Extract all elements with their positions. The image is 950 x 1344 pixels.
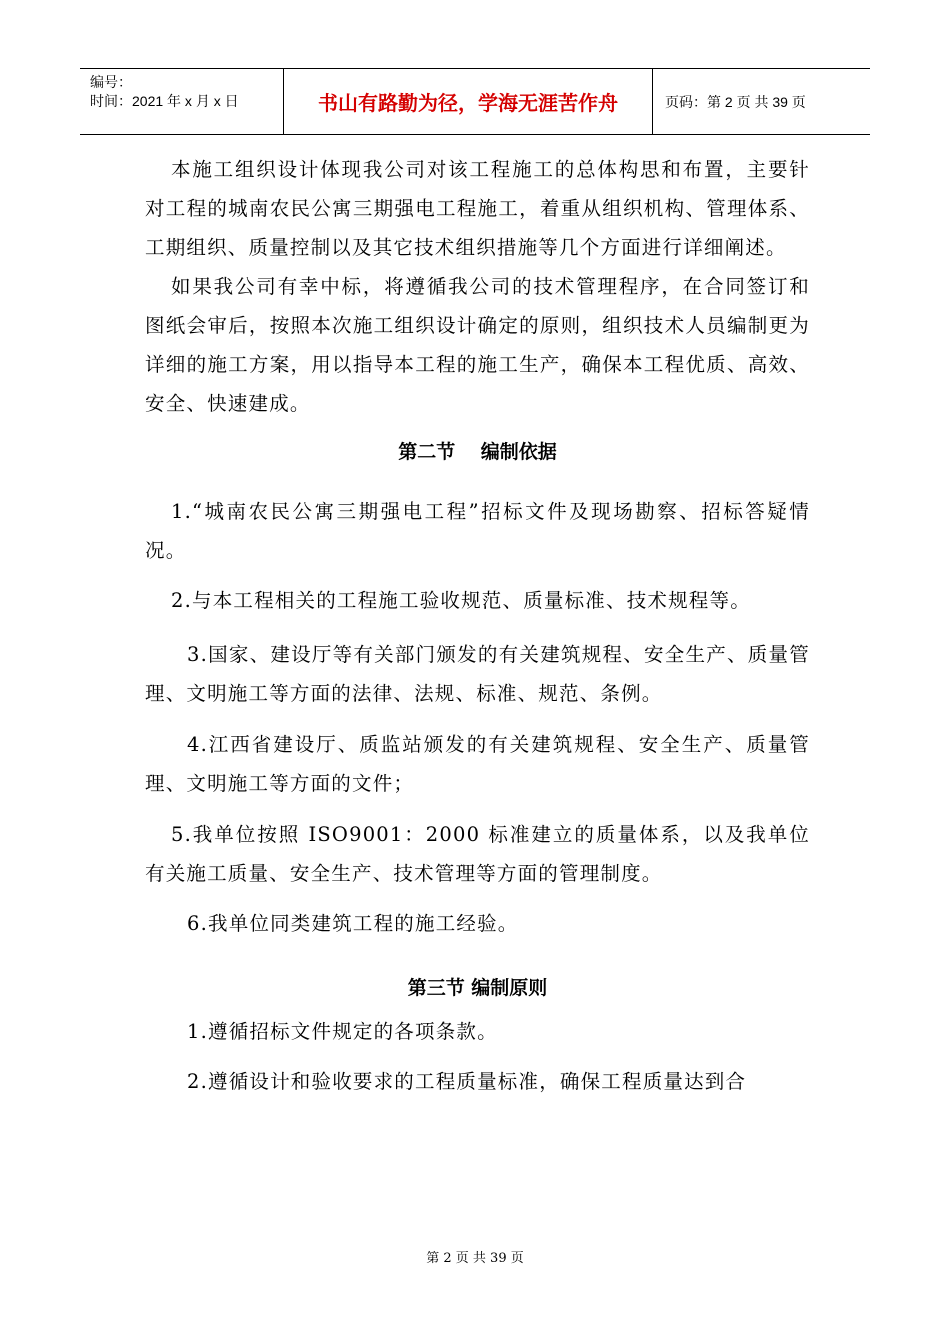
document-date: 时间：2021 年 x 月 x 日 xyxy=(90,93,239,109)
document-body xyxy=(145,150,810,1101)
body-paragraph-2: 如果我公司有幸中标，将遵循我公司的技术管理程序，在合同签订和图纸会审后，按照本次施工组织设计确定的原则，组织技术人员编制更为详细的施工方案，用以指导本工程的施工生产，确保本工程优质、高效、安全、快速建成。 xyxy=(145,275,810,415)
section-2-item-6: 6.我单位同类建筑工程的施工经验。 xyxy=(187,912,519,935)
section-2-item-3: 3.国家、建设厅等有关部门颁发的有关建筑规程、安全生产、质量管理、文明施工等方面的法律、法规、标准、规范、条例。 xyxy=(145,643,810,705)
header-page-info-cell xyxy=(653,69,870,134)
section-2-item-5: 5.我单位按照 ISO9001：2000 标准建立的质量体系，以及我单位有关施工质量、安全生产、技术管理等方面的管理制度。 xyxy=(145,823,810,885)
header-meta xyxy=(80,69,283,134)
page-footer: 第 2 页 共 39 页 xyxy=(426,1251,524,1266)
section-2-item-2: 2.与本工程相关的工程施工验收规范、质量标准、技术规程等。 xyxy=(171,589,751,612)
header-motto-cell xyxy=(283,69,653,134)
document-number-label: 编号： xyxy=(90,74,132,90)
header-motto: 书山有路勤为径，学海无涯苦作舟 xyxy=(318,91,618,115)
section-3-item-1: 1.遵循招标文件规定的各项条款。 xyxy=(187,1020,498,1043)
header-page-info: 页码：第 2 页 共 39 页 xyxy=(665,93,806,110)
page-header xyxy=(80,68,870,135)
body-paragraph-1: 本施工组织设计体现我公司对该工程施工的总体构思和布置，主要针对工程的城南农民公寓三期强电工程施工，着重从组织机构、管理体系、工期组织、质量控制以及其它技术组织措施等几个方面进行详细阐述。 xyxy=(145,158,810,259)
section-3-item-2: 2.遵循设计和验收要求的工程质量标准，确保工程质量达到合 xyxy=(187,1070,747,1093)
section-2-heading: 第二节 编制依据 xyxy=(398,441,557,463)
section-2-item-4: 4.江西省建设厅、质监站颁发的有关建筑规程、安全生产、质量管理、文明施工等方面的文件； xyxy=(145,733,810,795)
section-2-item-1: 1.“城南农民公寓三期强电工程”招标文件及现场勘察、招标答疑情况。 xyxy=(145,500,810,562)
section-3-heading: 第三节 编制原则 xyxy=(407,977,548,999)
